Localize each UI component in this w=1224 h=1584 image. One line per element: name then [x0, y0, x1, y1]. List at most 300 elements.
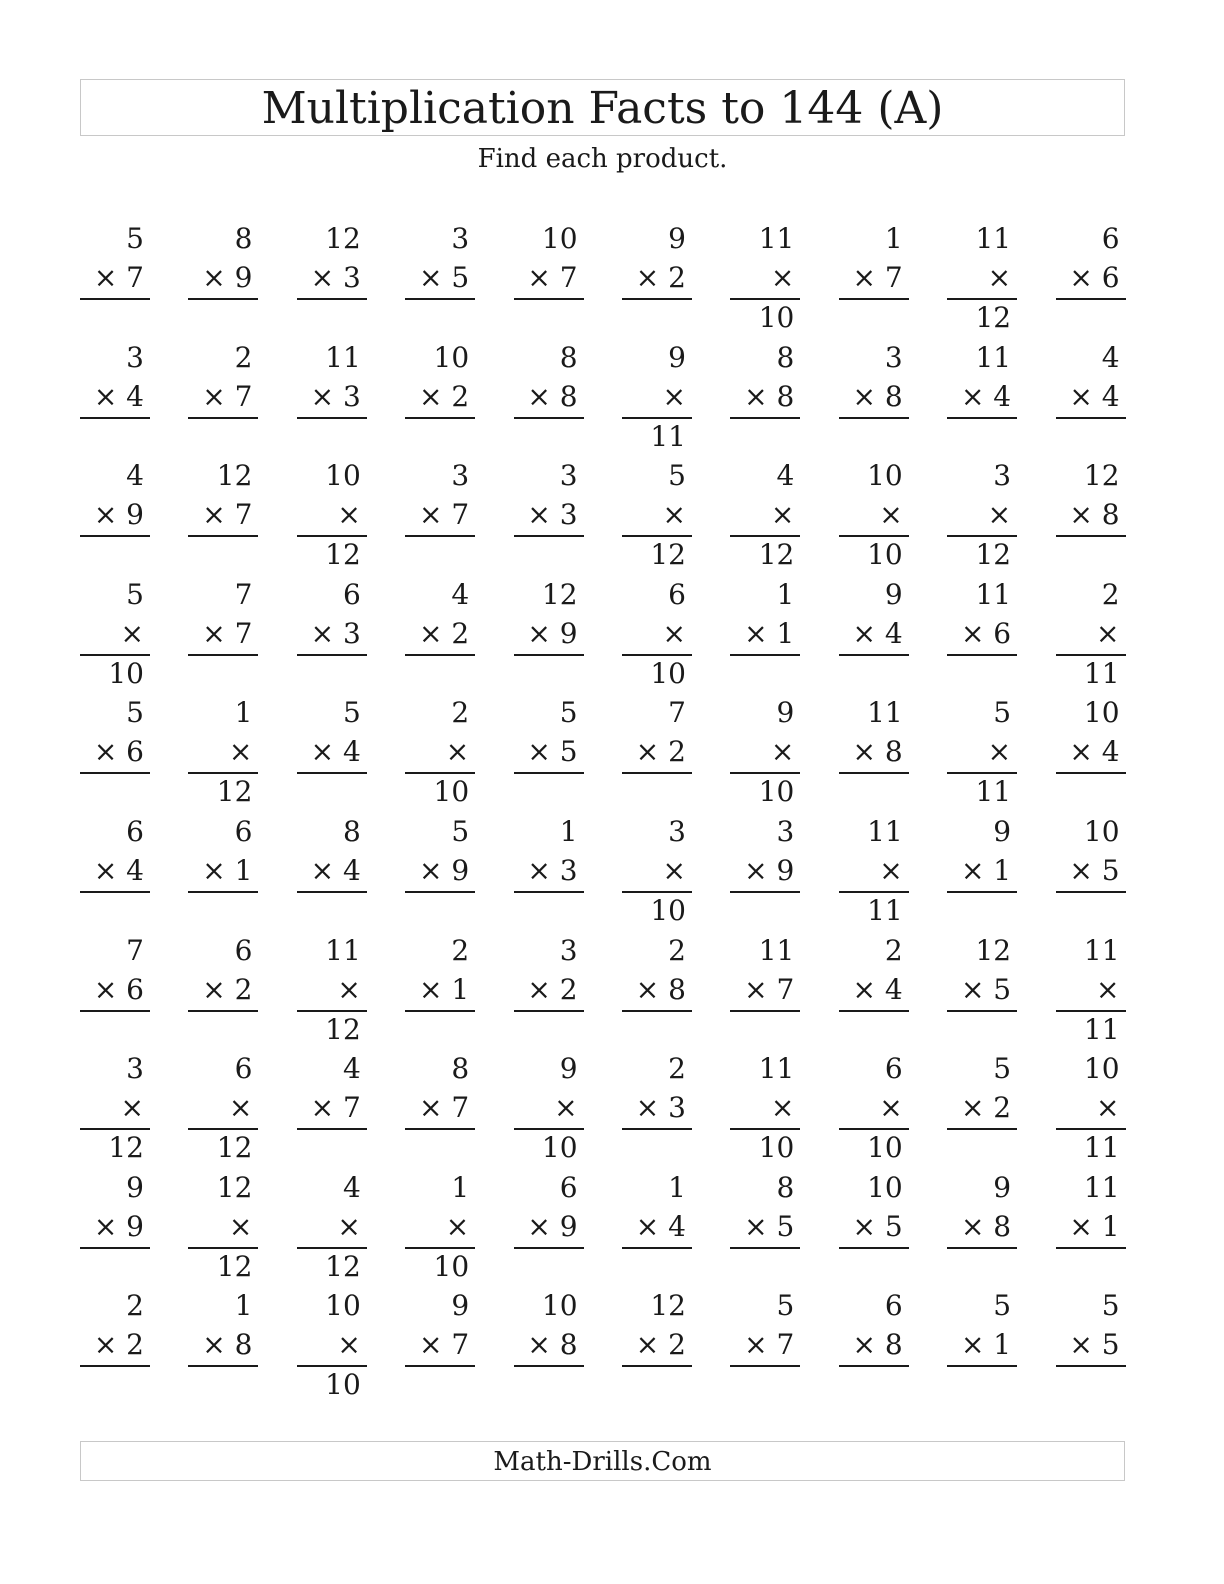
problem-multiplier: × 12 [188, 1088, 258, 1130]
problem-multiplicand: 3 [668, 814, 686, 848]
problem-multiplicand: 5 [126, 696, 144, 730]
problem-item [622, 694, 692, 813]
problem-multiplier: × 10 [839, 495, 909, 537]
problem-multiplicand: 12 [216, 459, 253, 493]
problem-multiplier: × 10 [730, 258, 800, 300]
problem-multiplicand: 5 [668, 459, 686, 493]
problem-item [514, 813, 584, 932]
problem-item [622, 813, 692, 932]
problem-multiplier: × 2 [405, 614, 475, 656]
problem-item [1056, 1169, 1126, 1288]
problem-multiplicand: 4 [451, 577, 470, 611]
problem-multiplier: × 8 [514, 1325, 584, 1367]
problem-multiplier: × 3 [622, 1088, 692, 1130]
problem-item [839, 220, 909, 339]
problem-multiplier: × 12 [947, 495, 1017, 537]
footer-box [80, 1441, 1125, 1481]
problem-multiplier: × 1 [730, 614, 800, 656]
problem-multiplier: × 9 [80, 495, 150, 537]
problem-item [188, 1050, 258, 1169]
problem-multiplicand: 9 [884, 577, 903, 611]
problem-item [1056, 1287, 1126, 1406]
problem-item [188, 339, 258, 458]
problem-item [1056, 813, 1126, 932]
problem-multiplicand: 4 [126, 459, 144, 493]
problem-multiplier: × 7 [297, 1088, 367, 1130]
problem-multiplicand: 8 [234, 222, 253, 255]
problem-multiplicand: 2 [668, 1052, 686, 1086]
problem-multiplier: × 8 [622, 970, 692, 1012]
problem-multiplicand: 10 [325, 1289, 361, 1323]
problem-multiplier: × 12 [80, 1088, 150, 1130]
problem-item [730, 339, 800, 458]
problem-multiplier: × 5 [839, 1207, 909, 1249]
problem-item [839, 694, 909, 813]
problem-multiplicand: 9 [776, 696, 795, 730]
problem-multiplier: × 9 [514, 614, 584, 656]
problem-multiplicand: 5 [1101, 1289, 1120, 1323]
problem-item [297, 220, 367, 339]
problem-multiplier: × 11 [622, 377, 692, 419]
problem-item [80, 1169, 150, 1288]
problem-item [622, 457, 692, 576]
problem-item [730, 457, 800, 576]
problem-multiplicand: 6 [234, 1052, 253, 1086]
problem-item [80, 932, 150, 1051]
problem-multiplier: × 1 [947, 1325, 1017, 1367]
problem-multiplicand: 10 [1083, 814, 1120, 848]
problem-item [405, 457, 475, 576]
problem-multiplicand: 2 [668, 933, 686, 967]
problem-multiplier: × 5 [947, 970, 1017, 1012]
problem-multiplicand: 5 [776, 1289, 795, 1323]
problem-multiplier: × 1 [1056, 1207, 1126, 1249]
problem-multiplicand: 1 [884, 222, 903, 255]
problem-multiplier: × 7 [188, 495, 258, 537]
problem-multiplier: × 7 [405, 1088, 475, 1130]
problem-item [405, 576, 475, 695]
problem-item [514, 220, 584, 339]
problem-multiplier: × 3 [297, 614, 367, 656]
problem-item [622, 1287, 692, 1406]
problem-item [405, 1169, 475, 1288]
problem-multiplicand: 4 [342, 1052, 361, 1086]
problem-item [514, 1169, 584, 1288]
problem-multiplicand: 6 [884, 1052, 903, 1086]
problem-multiplicand: 11 [325, 933, 361, 967]
problem-multiplicand: 9 [126, 1170, 144, 1204]
problem-item [730, 576, 800, 695]
problem-item [80, 694, 150, 813]
problem-multiplier: × 3 [514, 851, 584, 893]
problem-item [514, 339, 584, 458]
problem-multiplier: × 7 [405, 1325, 475, 1367]
problem-multiplier: × 2 [80, 1325, 150, 1367]
problem-multiplicand: 2 [451, 696, 470, 730]
problem-multiplicand: 11 [325, 340, 361, 374]
problem-item [622, 220, 692, 339]
problem-multiplicand: 1 [776, 577, 795, 611]
problem-item [405, 220, 475, 339]
problem-multiplicand: 5 [126, 577, 144, 611]
problem-multiplicand: 11 [1083, 1170, 1120, 1204]
problem-item [297, 1287, 367, 1406]
problem-item [730, 694, 800, 813]
problem-multiplier: × 10 [80, 614, 150, 656]
problem-multiplier: × 11 [839, 851, 909, 893]
problem-multiplicand: 3 [993, 459, 1012, 493]
problem-item [514, 457, 584, 576]
problem-multiplicand: 3 [559, 459, 578, 493]
problem-multiplier: × 6 [947, 614, 1017, 656]
problem-multiplier: × 8 [839, 732, 909, 774]
problem-multiplicand: 2 [884, 933, 903, 967]
problem-multiplier: × 12 [188, 1207, 258, 1249]
problem-multiplicand: 9 [559, 1052, 578, 1086]
problem-multiplier: × 12 [297, 1207, 367, 1249]
problem-multiplier: × 12 [297, 495, 367, 537]
problem-item [1056, 576, 1126, 695]
problem-item [405, 813, 475, 932]
problem-item [405, 1050, 475, 1169]
problem-multiplicand: 8 [776, 340, 795, 374]
problem-multiplier: × 5 [730, 1207, 800, 1249]
problem-multiplier: × 10 [514, 1088, 584, 1130]
problem-multiplier: × 9 [188, 258, 258, 300]
problem-multiplier: × 9 [405, 851, 475, 893]
problem-multiplier: × 8 [188, 1325, 258, 1367]
problem-multiplicand: 6 [234, 814, 253, 848]
problem-multiplicand: 8 [342, 814, 361, 848]
problem-item [730, 932, 800, 1051]
problem-multiplicand: 5 [559, 696, 578, 730]
problem-multiplier: × 4 [622, 1207, 692, 1249]
footer-text: Math-Drills.Com [493, 1447, 712, 1477]
problem-item [947, 1050, 1017, 1169]
problem-multiplier: × 2 [622, 258, 692, 300]
problem-multiplier: × 7 [730, 970, 800, 1012]
problem-multiplicand: 9 [993, 1170, 1012, 1204]
problem-item [80, 220, 150, 339]
problem-item [297, 339, 367, 458]
problem-multiplier: × 2 [188, 970, 258, 1012]
problem-item [730, 220, 800, 339]
problem-multiplicand: 10 [325, 459, 361, 493]
problem-item [622, 1050, 692, 1169]
problem-multiplicand: 10 [1083, 696, 1120, 730]
problem-multiplicand: 4 [1101, 340, 1120, 374]
title-box [80, 79, 1125, 136]
problem-item [947, 1287, 1017, 1406]
problem-multiplicand: 9 [451, 1289, 470, 1323]
problem-item [297, 813, 367, 932]
problem-multiplicand: 11 [758, 933, 795, 967]
problem-item [839, 576, 909, 695]
problem-multiplicand: 10 [867, 1170, 903, 1204]
problem-item [188, 1169, 258, 1288]
problem-multiplier: × 9 [80, 1207, 150, 1249]
problem-multiplicand: 9 [993, 814, 1012, 848]
problem-item [839, 1169, 909, 1288]
problem-multiplicand: 5 [451, 814, 470, 848]
problem-item [730, 1287, 800, 1406]
problem-item [730, 813, 800, 932]
problem-multiplier: × 4 [1056, 732, 1126, 774]
problem-multiplicand: 11 [867, 696, 903, 730]
problem-item [405, 694, 475, 813]
problem-item [405, 339, 475, 458]
problem-multiplicand: 3 [559, 933, 578, 967]
problem-item [839, 1287, 909, 1406]
problem-multiplicand: 3 [451, 459, 470, 493]
problem-multiplier: × 10 [297, 1325, 367, 1367]
problem-item [622, 932, 692, 1051]
problem-item [188, 457, 258, 576]
problem-multiplier: × 12 [188, 732, 258, 774]
problem-multiplicand: 6 [342, 577, 361, 611]
problem-multiplier: × 1 [188, 851, 258, 893]
problem-item [514, 694, 584, 813]
problem-multiplier: × 7 [839, 258, 909, 300]
problem-item [188, 932, 258, 1051]
problem-multiplier: × 11 [1056, 614, 1126, 656]
problem-item [514, 1287, 584, 1406]
problem-item [1056, 339, 1126, 458]
problem-item [80, 813, 150, 932]
problem-multiplier: × 7 [405, 495, 475, 537]
problem-item [839, 932, 909, 1051]
problem-multiplicand: 10 [433, 340, 470, 374]
problem-multiplier: × 10 [730, 732, 800, 774]
problem-item [730, 1050, 800, 1169]
problem-multiplicand: 2 [451, 933, 470, 967]
problem-multiplicand: 6 [884, 1289, 903, 1323]
problem-multiplier: × 4 [1056, 377, 1126, 419]
problem-multiplier: × 6 [1056, 258, 1126, 300]
problem-multiplier: × 10 [405, 1207, 475, 1249]
problem-item [947, 1169, 1017, 1288]
problem-item [947, 932, 1017, 1051]
problem-multiplicand: 9 [668, 340, 686, 374]
problem-multiplicand: 2 [234, 340, 253, 374]
problem-multiplier: × 11 [947, 732, 1017, 774]
problem-multiplicand: 8 [559, 340, 578, 374]
problem-multiplicand: 12 [650, 1289, 686, 1323]
problem-item [947, 694, 1017, 813]
problem-multiplier: × 4 [839, 614, 909, 656]
problem-multiplicand: 1 [451, 1170, 470, 1204]
problem-multiplicand: 3 [884, 340, 903, 374]
problem-multiplier: × 2 [514, 970, 584, 1012]
problem-multiplier: × 7 [188, 614, 258, 656]
problem-item [1056, 1050, 1126, 1169]
problem-multiplicand: 1 [668, 1170, 686, 1204]
problem-item [839, 1050, 909, 1169]
problem-multiplier: × 4 [80, 377, 150, 419]
problem-item [80, 1287, 150, 1406]
problem-item [622, 339, 692, 458]
problem-multiplier: × 8 [947, 1207, 1017, 1249]
problem-multiplicand: 5 [342, 696, 361, 730]
problem-multiplicand: 5 [993, 1289, 1012, 1323]
problem-multiplicand: 11 [975, 340, 1012, 374]
problem-multiplicand: 10 [1083, 1052, 1120, 1086]
problem-multiplicand: 12 [325, 222, 361, 255]
problem-item [1056, 220, 1126, 339]
problem-item [297, 457, 367, 576]
problem-item [839, 457, 909, 576]
problem-multiplier: × 8 [514, 377, 584, 419]
problem-multiplicand: 2 [1101, 577, 1120, 611]
problem-multiplicand: 1 [234, 1289, 253, 1323]
problem-multiplicand: 10 [541, 1289, 578, 1323]
problem-multiplier: × 5 [514, 732, 584, 774]
problem-multiplier: × 11 [1056, 970, 1126, 1012]
problem-multiplicand: 9 [668, 222, 686, 255]
problem-multiplier: × 4 [839, 970, 909, 1012]
problem-item [405, 932, 475, 1051]
problem-multiplicand: 7 [668, 696, 686, 730]
problem-multiplier: × 7 [514, 258, 584, 300]
problem-multiplier: × 9 [730, 851, 800, 893]
problem-multiplier: × 3 [297, 258, 367, 300]
problem-item [947, 576, 1017, 695]
problem-multiplier: × 4 [80, 851, 150, 893]
problem-multiplicand: 3 [451, 222, 470, 255]
problem-multiplier: × 5 [1056, 851, 1126, 893]
problem-multiplier: × 1 [405, 970, 475, 1012]
problem-item [839, 813, 909, 932]
problem-multiplier: × 7 [80, 258, 150, 300]
problem-item [297, 932, 367, 1051]
problem-item [947, 339, 1017, 458]
problem-multiplicand: 3 [126, 340, 144, 374]
problem-item [188, 694, 258, 813]
problem-multiplicand: 10 [867, 459, 903, 493]
problem-multiplier: × 2 [622, 1325, 692, 1367]
problem-multiplicand: 5 [126, 222, 144, 255]
problem-multiplicand: 5 [993, 1052, 1012, 1086]
problem-multiplier: × 5 [1056, 1325, 1126, 1367]
problem-multiplier: × 12 [297, 970, 367, 1012]
problem-item [297, 694, 367, 813]
problem-item [80, 1050, 150, 1169]
problem-multiplier: × 4 [947, 377, 1017, 419]
problem-item [188, 813, 258, 932]
problem-item [297, 1050, 367, 1169]
problem-item [947, 457, 1017, 576]
problem-multiplier: × 4 [297, 732, 367, 774]
problem-multiplicand: 7 [126, 933, 144, 967]
problem-multiplicand: 4 [776, 459, 795, 493]
problem-item [730, 1169, 800, 1288]
problem-item [188, 1287, 258, 1406]
problem-multiplicand: 11 [867, 814, 903, 848]
problem-multiplicand: 3 [126, 1052, 144, 1086]
problem-multiplier: × 6 [80, 732, 150, 774]
problem-multiplicand: 11 [1083, 933, 1120, 967]
problem-item [80, 576, 150, 695]
problem-multiplier: × 7 [188, 377, 258, 419]
problem-multiplicand: 12 [541, 577, 578, 611]
problem-multiplier: × 12 [622, 495, 692, 537]
problem-multiplicand: 12 [1083, 459, 1120, 493]
problem-multiplier: × 3 [514, 495, 584, 537]
problem-multiplier: × 10 [622, 851, 692, 893]
problem-item [1056, 694, 1126, 813]
problem-multiplicand: 6 [126, 814, 144, 848]
problem-multiplicand: 11 [758, 222, 795, 255]
problem-multiplier: × 8 [730, 377, 800, 419]
problem-multiplicand: 8 [451, 1052, 470, 1086]
problem-item [297, 576, 367, 695]
problem-item [1056, 932, 1126, 1051]
problem-multiplier: × 5 [405, 258, 475, 300]
problem-multiplier: × 6 [80, 970, 150, 1012]
problem-item [514, 1050, 584, 1169]
problem-multiplicand: 4 [342, 1170, 361, 1204]
problem-multiplicand: 5 [993, 696, 1012, 730]
problem-item [188, 576, 258, 695]
problem-multiplicand: 7 [234, 577, 253, 611]
problem-item [514, 932, 584, 1051]
problem-multiplier: × 10 [622, 614, 692, 656]
problem-item [80, 339, 150, 458]
problem-multiplier: × 8 [1056, 495, 1126, 537]
problem-multiplicand: 12 [216, 1170, 253, 1204]
problem-multiplier: × 2 [622, 732, 692, 774]
problem-multiplicand: 6 [559, 1170, 578, 1204]
problem-multiplier: × 4 [297, 851, 367, 893]
problem-multiplier: × 2 [405, 377, 475, 419]
problem-multiplier: × 8 [839, 377, 909, 419]
problem-multiplicand: 2 [126, 1289, 144, 1323]
problem-item [297, 1169, 367, 1288]
problem-multiplier: × 1 [947, 851, 1017, 893]
problem-multiplier: × 12 [947, 258, 1017, 300]
problem-item [80, 457, 150, 576]
problem-multiplier: × 7 [730, 1325, 800, 1367]
problem-item [622, 1169, 692, 1288]
problem-item [839, 339, 909, 458]
problem-multiplier: × 10 [730, 1088, 800, 1130]
problem-multiplicand: 3 [776, 814, 795, 848]
problem-multiplicand: 11 [758, 1052, 795, 1086]
problem-multiplicand: 6 [1101, 222, 1120, 255]
page-title: Multiplication Facts to 144 (A) [261, 83, 944, 134]
problem-multiplicand: 1 [234, 696, 253, 730]
problem-multiplicand: 12 [975, 933, 1012, 967]
problem-multiplier: × 11 [1056, 1088, 1126, 1130]
problem-multiplier: × 10 [405, 732, 475, 774]
problem-multiplicand: 6 [668, 577, 686, 611]
problem-item [188, 220, 258, 339]
problem-multiplier: × 10 [839, 1088, 909, 1130]
problem-multiplier: × 9 [514, 1207, 584, 1249]
problem-multiplier: × 2 [947, 1088, 1017, 1130]
problem-multiplier: × 3 [297, 377, 367, 419]
problem-multiplier: × 12 [730, 495, 800, 537]
problem-item [947, 813, 1017, 932]
problem-multiplicand: 8 [776, 1170, 795, 1204]
problem-item [514, 576, 584, 695]
problem-grid [80, 220, 1126, 1406]
problem-item [405, 1287, 475, 1406]
problem-multiplicand: 1 [559, 814, 578, 848]
problem-multiplicand: 10 [541, 222, 578, 255]
problem-multiplier: × 8 [839, 1325, 909, 1367]
problem-item [1056, 457, 1126, 576]
